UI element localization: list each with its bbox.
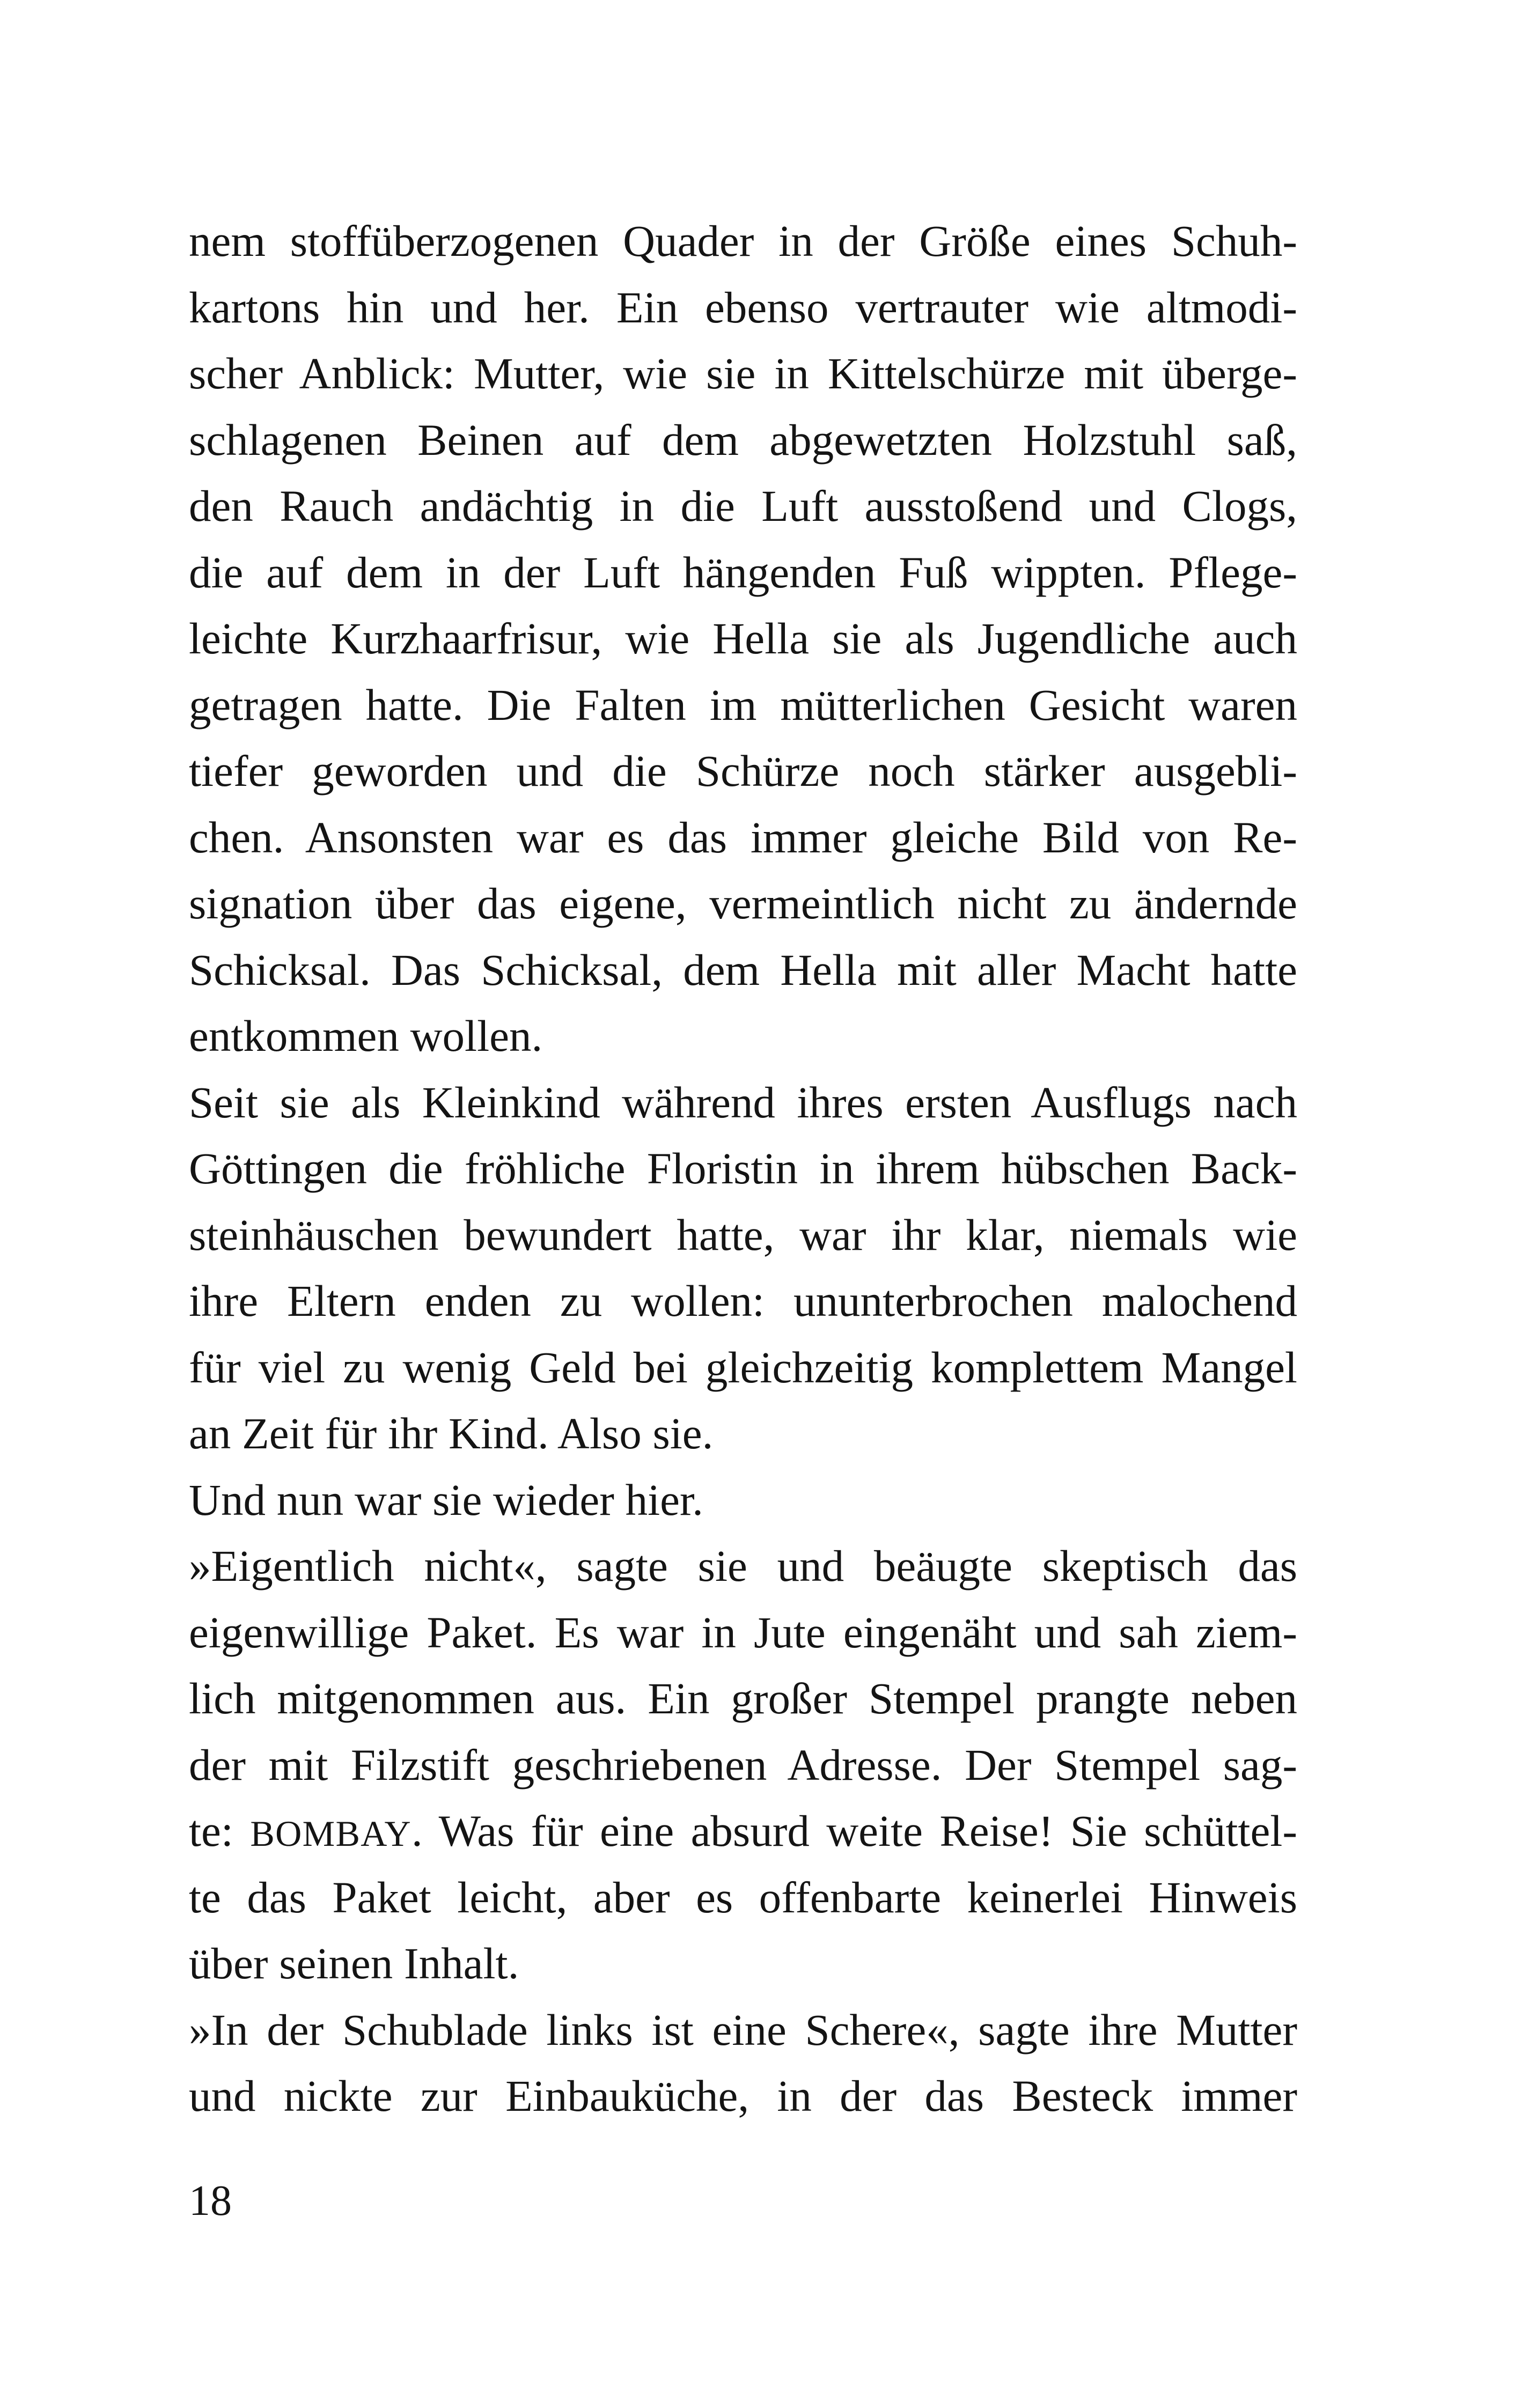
body-text xyxy=(189,208,1297,2130)
text-line: schlagenen Beinen auf dem abgewetzten Holzstuhl saß, xyxy=(189,415,1297,465)
text-line: an Zeit für ihr Kind. Also sie. xyxy=(189,1409,714,1458)
text-line: Schicksal. Das Schicksal, dem Hella mit aller Macht hatte xyxy=(189,945,1297,995)
text-line: »In der Schublade links ist eine Schere«, sagte ihre Mutter xyxy=(189,2005,1297,2054)
text-line: der mit Filzstift geschriebenen Adresse. Der Stempel sag- xyxy=(189,1740,1297,1790)
text-line: für viel zu wenig Geld bei gleichzeitig komplettem Mangel xyxy=(189,1342,1297,1392)
text-line: getragen hatte. Die Falten im mütterlichen Gesicht waren xyxy=(189,680,1297,730)
text-line: ihre Eltern enden zu wollen: ununterbrochen malochend xyxy=(189,1276,1297,1325)
text-line: eigenwillige Paket. Es war in Jute eingenäht und sah ziem- xyxy=(189,1607,1297,1657)
text-line: entkommen wollen. xyxy=(189,1011,543,1061)
text-line: die auf dem in der Luft hängenden Fuß wippten. Pflege- xyxy=(189,547,1297,597)
text-line: und nickte zur Einbauküche, in der das Besteck immer xyxy=(189,2071,1297,2120)
text-line: Seit sie als Kleinkind während ihres ersten Ausflugs nach xyxy=(189,1077,1297,1127)
text-line: Und nun war sie wieder hier. xyxy=(189,1475,703,1525)
text-line: Göttingen die fröhliche Floristin in ihrem hübschen Back- xyxy=(189,1144,1297,1193)
text-line: signation über das eigene, vermeintlich nicht zu ändernde xyxy=(189,879,1297,928)
text-line: steinhäuschen bewundert hatte, war ihr klar, niemals wie xyxy=(189,1210,1297,1260)
text-line: scher Anblick: Mutter, wie sie in Kittelschürze mit überge- xyxy=(189,349,1297,398)
text-line: nem stoffüberzogenen Quader in der Größe eines Schuh- xyxy=(189,216,1297,266)
text-line: kartons hin und her. Ein ebenso vertrauter wie altmodi- xyxy=(189,282,1297,332)
text-line: te das Paket leicht, aber es offenbarte keinerlei Hinweis xyxy=(189,1872,1297,1922)
text-line: chen. Ansonsten war es das immer gleiche Bild von Re- xyxy=(189,812,1297,862)
text-line: te: BOMBAY. Was für eine absurd weite Reise! Sie schüttel- xyxy=(189,1806,1297,1855)
text-line: über seinen Inhalt. xyxy=(189,1939,519,1988)
text-line: den Rauch andächtig in die Luft ausstoßend und Clogs, xyxy=(189,481,1297,531)
page-number: 18 xyxy=(189,2177,232,2225)
text-line: »Eigentlich nicht«, sagte sie und beäugte skeptisch das xyxy=(189,1541,1297,1590)
text-line: tiefer geworden und die Schürze noch stärker ausgebli- xyxy=(189,746,1297,796)
text-line: leichte Kurzhaarfrisur, wie Hella sie als Jugendliche auch xyxy=(189,614,1297,663)
text-line: lich mitgenommen aus. Ein großer Stempel prangte neben xyxy=(189,1674,1297,1723)
small-caps-word: BOMBAY xyxy=(250,1813,412,1854)
